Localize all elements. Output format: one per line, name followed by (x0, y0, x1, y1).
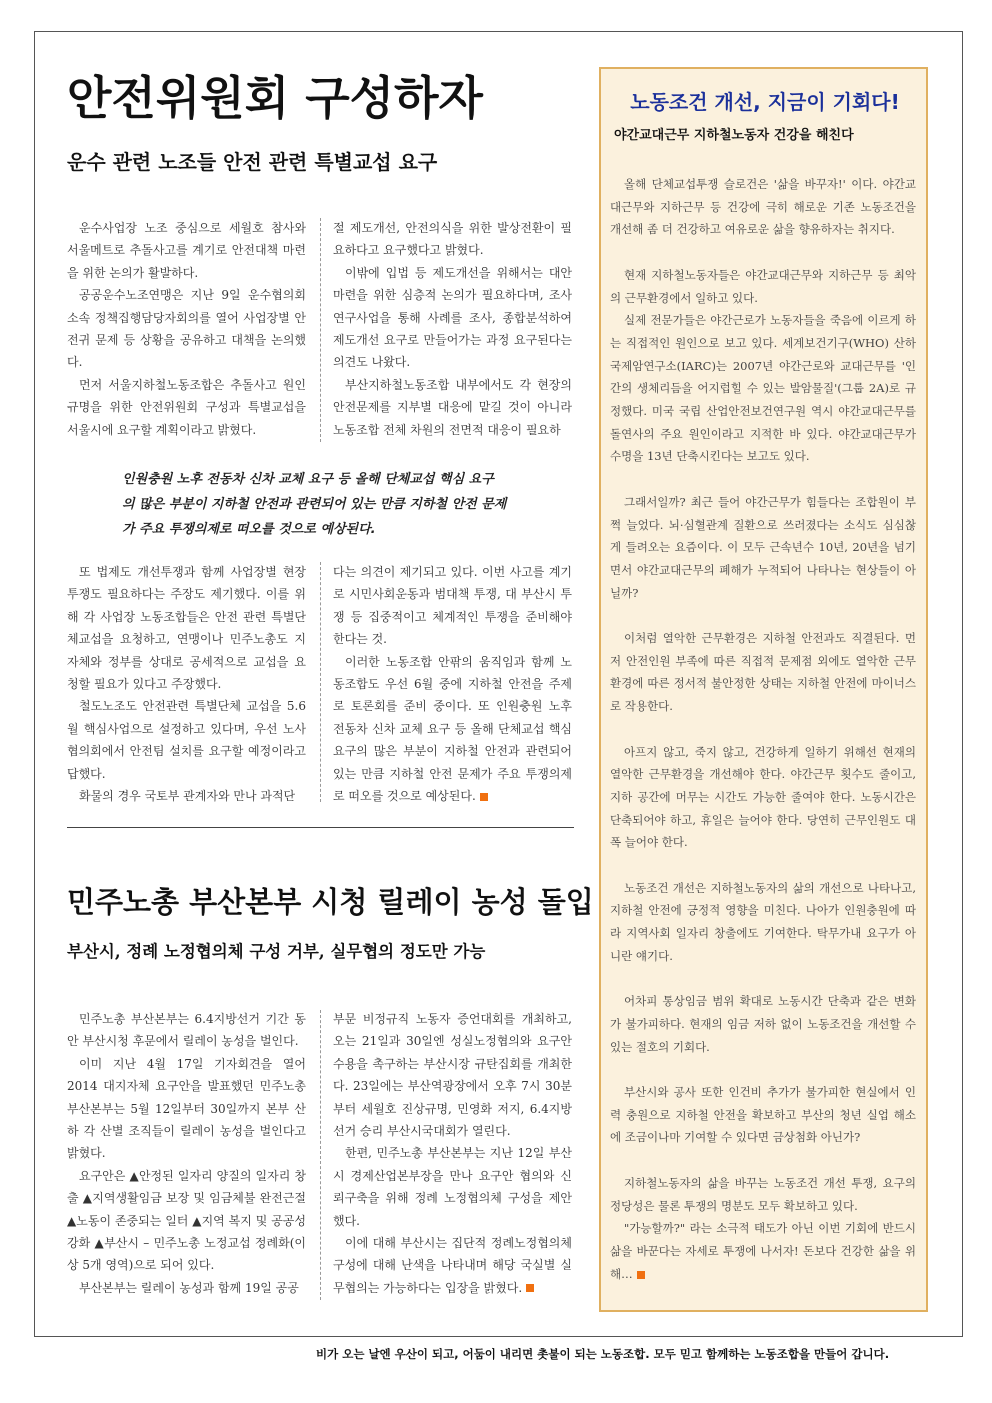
sidebar-paragraph: 어차피 통상임금 범위 확대로 노동시간 단축과 같은 변화가 불가피하다. 현재의 임금 저하 없이 노동조건을 개선할 수 있는 절호의 기회다. (610, 994, 916, 1054)
paragraph: 운수사업장 노조 중심으로 세월호 참사와 서울메트로 추돌사고를 계기로 안전대책 마련을 위한 논의가 활발하다. (67, 221, 306, 280)
paragraph: 한편, 민주노총 부산본부는 지난 12일 부산시 경제산업본부장을 만나 요구안 협의와 신뢰구축을 위해 정례 노정협의체 구성을 제안했다. (333, 1146, 572, 1228)
sidebar-paragraph: 아프지 않고, 죽지 않고, 건강하게 일하기 위해선 현재의 열악한 근무환경을 개선해야 한다. 야간근무 횟수도 줄이고, 지하 공간에 머무는 시간도 가능한 줄여야 한다. 노동시간은 단축되어야 하고, 휴일은 늘어야 한다. 당연히 근무인원도 대폭 늘어야 한다. (610, 744, 916, 850)
paragraph: 먼저 서울지하철노동조합은 추돌사고 원인 규명을 위한 안전위원회 구성과 특별교섭을 서울시에 요구할 계획이라고 밝혔다. (67, 377, 306, 437)
paragraph: 이미 지난 4월 17일 기자회견을 열어 2014 대지자체 요구안을 발표했던 민주노총 부산본부는 5월 12일부터 30일까지 본부 산하 각 산별 조직들이 릴레이 농성을 벌인다고 밝혔다. (67, 1056, 306, 1161)
article1-column-1 (67, 217, 306, 441)
article2-headline: 민주노총 부산본부 시청 릴레이 농성 돌입 (67, 885, 594, 919)
article1-headline: 안전위원회 구성하자 (67, 71, 483, 125)
end-mark-icon (526, 1284, 534, 1292)
sidebar-subtitle: 야간교대근무 지하철노동자 건강을 해친다 (614, 128, 854, 143)
sidebar-title: 노동조건 개선, 지금이 기회다! (630, 90, 900, 114)
footer-slogan: 비가 오는 날엔 우산이 되고, 어둠이 내리면 촛불이 되는 노동조합. 모두 믿고 함께하는 노동조합을 만들어 갑니다. (316, 1347, 890, 1361)
sidebar-paragraph: 노동조건 개선은 지하철노동자의 삶의 개선으로 나타나고, 지하철 안전에 긍정적 영향을 미친다. 나아가 인원충원에 따라 지역사회 일자리 창출에도 기여한다. 탁무가내 요구가 아니란 얘기다. (610, 880, 916, 963)
paragraph: 민주노총 부산본부는 6.4지방선거 기간 동안 부산시청 후문에서 릴레이 농성을 벌인다. (67, 1012, 306, 1049)
paragraph: 다는 의견이 제기되고 있다. 이번 사고를 계기로 시민사회운동과 범대책 투쟁, 대 부산시 투쟁 등 집중적이고 체계적인 투쟁을 준비해야 한다는 것. (333, 565, 572, 647)
article2-subhead: 부산시, 정례 노정협의체 구성 거부, 실무협의 정도만 가능 (67, 942, 486, 961)
paragraph: 또 법제도 개선투쟁과 함께 사업장별 현장투쟁도 필요하다는 주장도 제기했다. 이를 위해 각 사업장 노동조합들은 안전 관련 특별단체교섭을 요청하고, 연맹이나 민주노총도 지자체와 정부를 상대로 공세적으로 교섭을 요청할 필요가 있다고 주장했다. (67, 565, 306, 692)
sidebar-paragraph: 실제 전문가들은 야간근로가 노동자들을 죽음에 이르게 하는 직접적인 원인으로 보고 있다. 세계보건기구(WHO) 산하 국제암연구소(IARC)는 2007년 야간근로와 교대근무를 '인간의 생체리듬을 어지럽힐 수 있는 발암물질'(그룹 2A)로 규정했다. 미국 국립 산업안전보건연구원 역시 야간교대근무를 돌연사의 주요 원인이라고 지적한 바 있다. 야간교대근무가 수명을 13년 단축시킨다는 보고도 있다. (610, 313, 916, 464)
sidebar-paragraph: 그래서일까? 최근 들어 야간근무가 힘들다는 조합원이 부쩍 늘었다. 뇌·심혈관계 질환으로 쓰러졌다는 소식도 심심찮게 들려오는 요즘이다. 이 모두 근속년수 10년, 20년을 넘기면서 야간교대근무의 폐해가 누적되어 나타나는 현상들이 아닐까? (610, 494, 916, 600)
sidebar-paragraph (610, 1217, 916, 1285)
paragraph (333, 1232, 572, 1299)
paragraph (333, 651, 572, 808)
end-mark-icon (637, 1271, 645, 1279)
sidebar-paragraph-text: "가능할까?" 라는 소극적 태도가 아닌 이번 기회에 반드시 삶을 바꾼다는 자세로 투쟁에 나서자! 돈보다 건강한 삶을 위해… (610, 1221, 916, 1281)
paragraph-text: 이러한 노동조합 안팎의 움직임과 함께 노동조합도 우선 6월 중에 지하철 안전을 주제로 토론회를 준비 중이다. 또 인원충원 노후 전동차 신차 교체 요구 등 올해 단체교섭 핵심 요구의 많은 부분이 지하철 안전과 관련되어 있는 만큼 지하철 안전 문제가 주요 투쟁의제로 떠오를 것으로 예상된다. (333, 654, 572, 804)
pull-quote-line: 가 주요 투쟁의제로 떠오를 것으로 예상된다. (122, 522, 376, 537)
column-divider (320, 562, 321, 802)
pull-quote (122, 467, 506, 542)
paragraph: 요구안은 ▲안정된 일자리 양질의 일자리 창출 ▲지역생활임금 보장 및 임금체불 완전근절 ▲노동이 존중되는 일터 ▲지역 복지 및 공공성 강화 ▲부산시 – 민주노총 노정교섭 정례화(이상 5개 영역)으로 되어 있다. (67, 1168, 306, 1273)
article2-column-1 (67, 1008, 306, 1299)
article-separator (67, 827, 574, 828)
paragraph: 부산본부는 릴레이 농성과 함께 19일 공공 (79, 1280, 299, 1295)
end-mark-icon (480, 793, 488, 801)
pull-quote-line: 의 많은 부분이 지하철 안전과 관련되어 있는 만큼 지하철 안전 문제 (122, 497, 507, 512)
article1-subhead: 운수 관련 노조들 안전 관련 특별교섭 요구 (67, 150, 438, 174)
article1-column-3 (67, 561, 306, 807)
paragraph: 이밖에 입법 등 제도개선을 위해서는 대안 마련을 위한 심층적 논의가 필요하다며, 조사 연구사업을 통해 사례를 조사, 종합분석하여 제도개선 요구로 만들어가는 과정 요구된다는 의견도 나왔다. (333, 265, 572, 370)
sidebar-paragraph: 이처럼 열악한 근무환경은 지하철 안전과도 직결된다. 먼저 안전인원 부족에 따른 직접적 문제점 외에도 열악한 근무환경에 따른 정서적 불안정한 상태는 지하철 안전에 마이너스로 작용한다. (610, 631, 916, 714)
paragraph-text: 이에 대해 부산시는 집단적 정례노정협의체 구성에 대해 난색을 나타내며 해당 국실별 실무협의는 가능하다는 입장을 밝혔다. (333, 1236, 572, 1295)
paragraph: 절 제도개선, 안전의식을 위한 발상전환이 필요하다고 요구했다고 밝혔다. (333, 221, 572, 258)
paragraph: 화물의 경우 국토부 관계자와 만나 과적단 (79, 789, 296, 804)
paragraph: 부문 비정규직 노동자 증언대회를 개최하고, 오는 21일과 30일엔 성실노정협의와 요구안 수용을 촉구하는 부산시장 규탄집회를 개최한다. 23일에는 부산역광장에서 오후 7시 30분부터 세월호 진상규명, 민영화 저지, 6.4지방선거 승리 부산시국대회가 열린다. (333, 1012, 572, 1139)
sidebar-paragraph: 지하철노동자의 삶을 바꾸는 노동조건 개선 투쟁, 요구의 정당성은 물론 투쟁의 명분도 모두 확보하고 있다. (610, 1175, 916, 1213)
sidebar-paragraph: 올해 단체교섭투쟁 슬로건은 '삶을 바꾸자!' 이다. 야간교대근무와 지하근무 등 건강에 극히 해로운 기존 노동조건을 개선해 좀 더 건강하고 여유로운 삶을 향유하자는 취지다. (610, 177, 916, 237)
pull-quote-line: 인원충원 노후 전동차 신차 교체 요구 등 올해 단체교섭 핵심 요구 (122, 472, 494, 487)
paragraph: 공공운수노조연맹은 지난 9일 운수협의회 소속 정책집행담당자회의를 열어 사업장별 안전귀 문제 등 상황을 공유하고 대책을 논의했다. (67, 288, 306, 370)
sidebar-body (610, 173, 916, 1285)
paragraph: 부산지하철노동조합 내부에서도 각 현장의 안전문제를 지부별 대응에 맡길 것이 아니라 노동조합 전체 차원의 전면적 대응이 필요하 (333, 377, 572, 437)
article1-column-2 (333, 217, 572, 441)
sidebar-paragraph: 부산시와 공사 또한 인건비 추가가 불가피한 현실에서 인력 충원으로 지하철 안전을 확보하고 부산의 청년 실업 해소에 조금이나마 기여할 수 있다면 금상첨화 아닌가? (610, 1085, 916, 1145)
sidebar-paragraph: 현재 지하철노동자들은 야간교대근무와 지하근무 등 최악의 근무환경에서 일하고 있다. (610, 267, 916, 305)
column-divider (320, 218, 321, 442)
article1-column-4 (333, 561, 572, 807)
column-divider (320, 1010, 321, 1300)
paragraph: 철도노조도 안전관련 특별단체 교섭을 5.6월 핵심사업으로 설정하고 있다며, 우선 노사협의회에서 안전팀 설치를 요구할 예정이라고 답했다. (67, 699, 306, 781)
article2-column-2 (333, 1008, 572, 1299)
